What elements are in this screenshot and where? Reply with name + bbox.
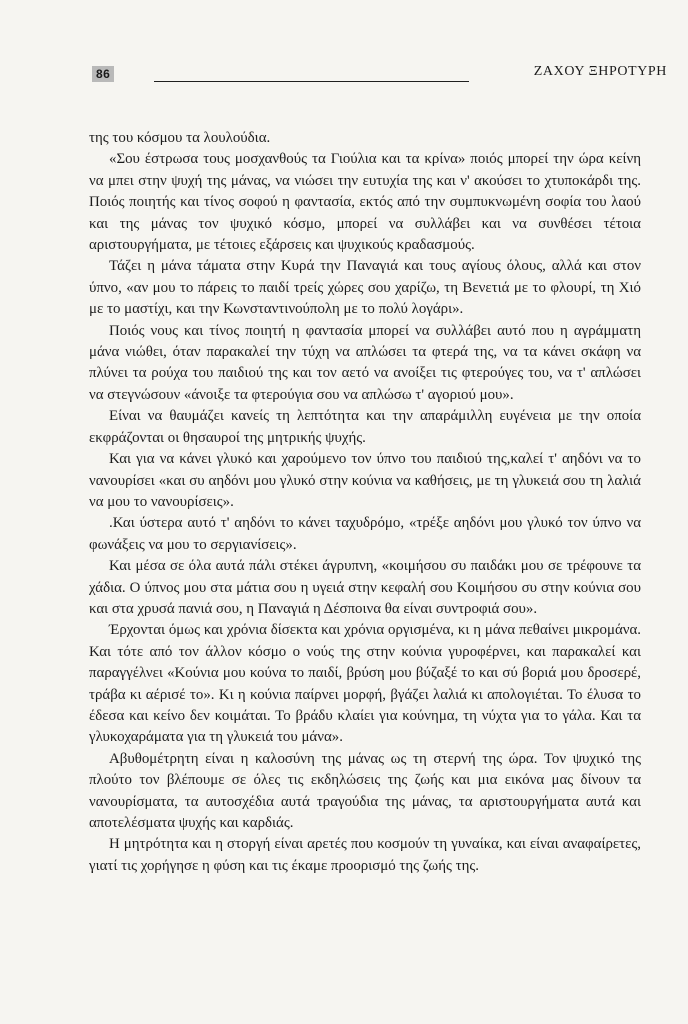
header-rule	[154, 81, 469, 82]
paragraph: «Σου έστρωσα τους μοσχανθούς τα Γιούλια και τα κρίνα» ποιός μπορεί την ώρα κείνη να μπει στην ψυχή της μάνας, να νιώσει την ευτυχία της και ν' ακούσει το χτυποκάρδι της. Ποιός ποιητής και τίνος σοφού η φαντασία, εκτός από την συμπυκνωμένη σοφία του λαού και της μάνας τον ψυχικό κόσμο, μπορεί να συλλάβει και να συνθέσει τέτοια αριστουργήματα, με τέτοιες εξάρσεις και ψυχικούς κραδασμούς.	[89, 151, 641, 254]
page-number: 86	[92, 66, 114, 82]
paragraph: .Και ύστερα αυτό τ' αηδόνι το κάνει ταχυδρόμο, «τρέξε αηδόνι μου γλυκό τον ύπνο να φωνάξεις να μου το σεργιανίσεις».	[89, 515, 641, 553]
paragraph: Και για να κάνει γλυκό και χαρούμενο τον ύπνο του παιδιού της,καλεί τ' αηδόνι να το νανουρίσει «και συ αηδόνι μου γλυκό στην κούνια να καθήσεις, με τη γλυκειά σου τη λαλιά να μου το νανουρίσεις».	[89, 451, 641, 510]
paragraph: Αβυθομέτρητη είναι η καλοσύνη της μάνας ως τη στερνή της ώρα. Τον ψυχικό της πλούτο τον βλέπουμε σε όλες τις εκδηλώσεις της ζωής και μια εικόνα μας δίνουν τα νανουρίσματα, τα αυτοσχέδια αυτά τραγούδια της μάνας, τα αριστουργήματα αυτά και αποτελέσματα ψυχής και καρδιάς.	[89, 750, 641, 831]
running-head-author: ΖΑΧΟΥ ΞΗΡΟΤΥΡΗ	[533, 64, 667, 79]
paragraph: Τάζει η μάνα τάματα στην Κυρά την Παναγιά και τους αγίους όλους, αλλά και στον ύπνο, «αν μου το πάρεις το παιδί τρείς χώρες σου χαρίζω, τη Βενετιά με το φλουρί, τη Χιό με το μαστίχι, και την Κωνσταντινούπολη με το πολύ λογάρι».	[89, 258, 641, 318]
paragraph: Και μέσα σε όλα αυτά πάλι στέκει άγρυπνη, «κοιμήσου συ παιδάκι μου σε τρέφουνε τα χάδια. Ο ύπνος μου στα μάτια σου η υγειά στην κεφαλή σου Κοιμήσου συ στην κούνια σου και στα χρυσά πανιά σου, η Παναγιά η Δέσποινα θα είναι συντροφιά σου».	[89, 558, 641, 617]
paragraph: Είναι να θαυμάζει κανείς τη λεπτότητα και την απαράμιλλη ευγένεια με την οποία εκφράζονται οι θησαυροί της μητρικής ψυχής.	[89, 408, 641, 446]
paragraph: Η μητρότητα και η στοργή είναι αρετές που κοσμούν τη γυναίκα, και είναι αναφαίρετες, γιατί τις χορήγησε η φύση και τις έκαμε προορισμό της ζωής της.	[89, 836, 641, 874]
paragraph: Έρχονται όμως και χρόνια δίσεκτα και χρόνια οργισμένα, κι η μάνα πεθαίνει μικρομάνα. Και τότε από τον άλλον κόσμο ο νούς της στην κούνια γυροφέρνει, και παρακαλεί και παραγγέλνει «Κούνια μου κούνα το παιδί, βρύση μου βύζαξέ το και σύ βοριά μου δροσερέ, τράβα κι αέρισέ το». Κι η κούνια παίρνει μορφή, βγάζει λαλιά κι απολογιέται. Το έλυσα το έδεσα και κείνο δεν κοιμάται. Το βράδυ κλαίει για κούνημα, τη νύχτα για το γάλα. Και τα γλυκοχαράματα για τη γλυκειά του μάνα».	[89, 622, 641, 746]
text-body	[89, 128, 641, 877]
page-header	[92, 64, 667, 90]
paragraph: Ποιός νους και τίνος ποιητή η φαντασία μπορεί να συλλάβει αυτό που η αγράμματη μάνα νιώθει, όταν παρακαλεί την τύχη να απλώσει τα φτερά της, να τα κάνει σκάφη να πλύνει τα ρούχα του παιδιού της και τον αετό να ανοίξει τις φτερούγες του, να τ' απλώσει να στεγνώσουν «άνοιξε τα φτερούγια σου να απλώσω τ' αγοριού μου».	[89, 322, 641, 403]
paragraph: της του κόσμου τα λουλούδια.	[89, 130, 271, 146]
